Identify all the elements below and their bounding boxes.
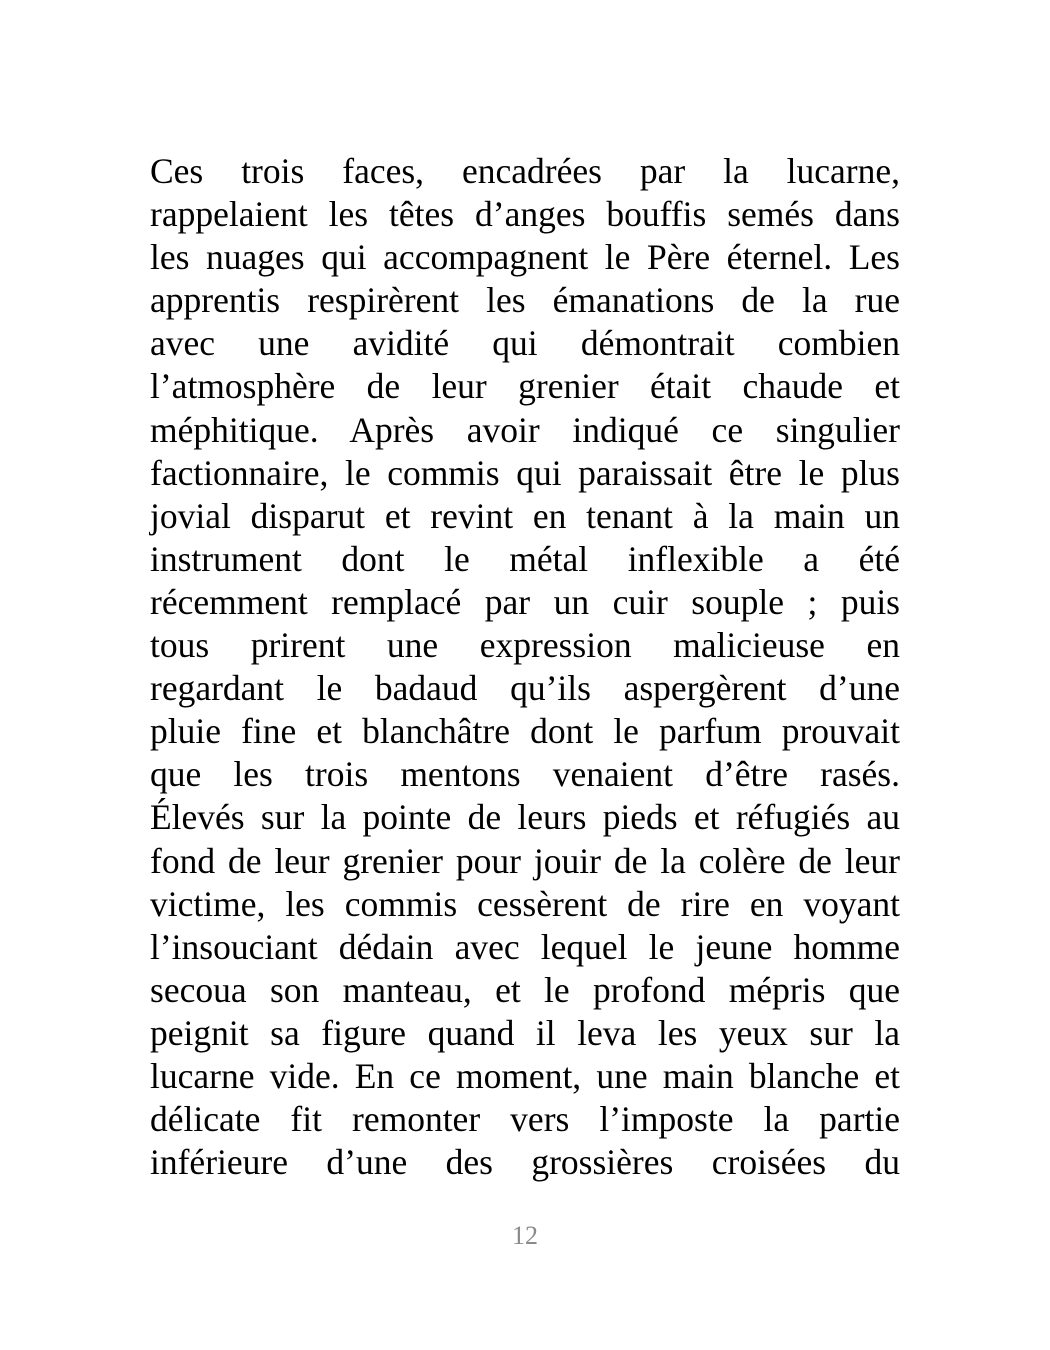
text-line: Élevés sur la pointe de leurs pieds et réfugiés au: [150, 797, 900, 838]
text-line: lucarne vide. En ce moment, une main blanche et: [150, 1055, 900, 1096]
text-line: regardant le badaud qu’ils aspergèrent d’une: [150, 668, 900, 709]
text-line: tous prirent une expression malicieuse en: [150, 625, 900, 666]
text-line: fond de leur grenier pour jouir de la colère de leur: [150, 840, 900, 881]
text-line: que les trois mentons venaient d’être rasés.: [150, 754, 900, 795]
text-line: instrument dont le métal inflexible a été: [150, 538, 900, 579]
text-line: avec une avidité qui démontrait combien: [150, 323, 900, 364]
text-line: récemment remplacé par un cuir souple ; puis: [150, 581, 900, 622]
text-line: les nuages qui accompagnent le Père éternel. Les: [150, 237, 900, 278]
text-line: factionnaire, le commis qui paraissait être le plus: [150, 452, 900, 493]
text-line: Ces trois faces, encadrées par la lucarne,: [150, 151, 900, 191]
text-line: peignit sa figure quand il leva les yeux sur la: [150, 1012, 900, 1053]
text-line: inférieure d’une des grossières croisées du: [150, 1142, 900, 1183]
text-line: jovial disparut et revint en tenant à la main un: [150, 495, 900, 536]
text-line: délicate fit remonter vers l’imposte la partie: [150, 1099, 900, 1140]
text-line: secoua son manteau, et le profond mépris que: [150, 969, 900, 1010]
page-number: 12: [512, 1221, 538, 1250]
text-line: l’insouciant dédain avec lequel le jeune homme: [150, 926, 900, 967]
text-line: l’atmosphère de leur grenier était chaude et: [150, 366, 900, 407]
text-line: victime, les commis cessèrent de rire en voyant: [150, 883, 900, 924]
body-paragraph: [150, 150, 900, 1184]
text-line: méphitique. Après avoir indiqué ce singulier: [150, 409, 900, 450]
text-line: rappelaient les têtes d’anges bouffis semés dans: [150, 194, 900, 235]
text-line: apprentis respirèrent les émanations de la rue: [150, 280, 900, 321]
text-line: pluie fine et blanchâtre dont le parfum prouvait: [150, 711, 900, 752]
